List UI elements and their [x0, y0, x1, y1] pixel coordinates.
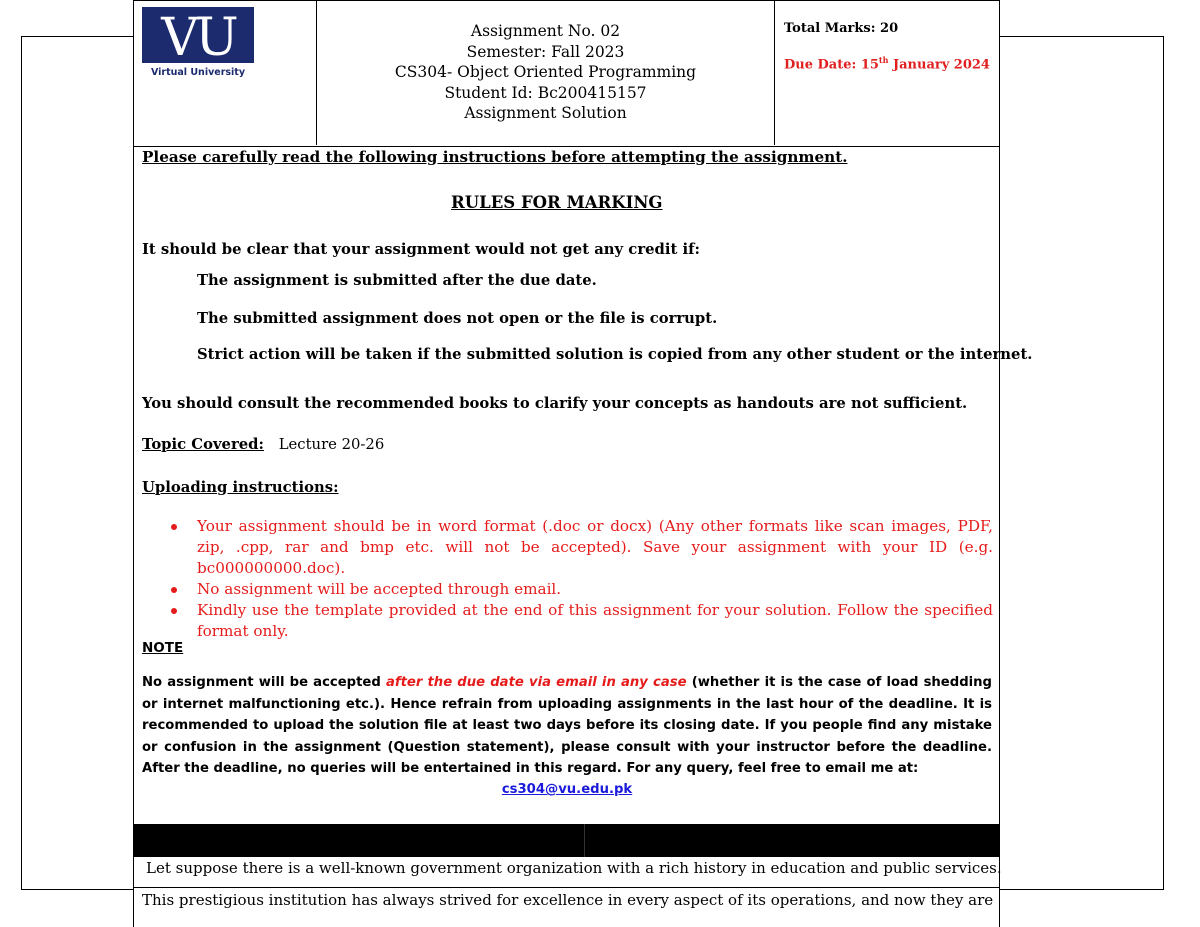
svg-text:VU: VU	[161, 8, 235, 68]
semester: Semester: Fall 2023	[466, 42, 625, 61]
total-marks: Total Marks: 20	[784, 21, 899, 36]
email-row	[134, 782, 1000, 797]
list-item: No assignment will be accepted through email.	[171, 579, 993, 600]
student-id: Student Id: Bc200415157	[444, 83, 647, 102]
note-title: NOTE	[142, 640, 184, 656]
note-paragraph: No assignment will be accepted after the due date via email in any case (whether it is the case of load shedding or internet malfunctioning etc.). Hence refrain from uploading assignments in the last hour of the deadline. It is recommended to upload the solution file at least two days before its closing date. If you people find any mistake or confusion in the assignment (Question statement), please consult with your instructor before the deadline. After the deadline, no queries will be entertained in this regard. For any query, feel free to email me at:	[142, 675, 992, 776]
assignment-number: Assignment No. 02	[470, 22, 621, 40]
document-page	[133, 0, 1033, 927]
list-item: Your assignment should be in word format (.doc or docx) (Any other formats like scan images, PDF, zip, .cpp, rar and bmp etc. will not be accepted). Save your assignment with your ID (e.g. bc000000000.doc).	[171, 516, 993, 579]
vu-logo	[142, 7, 254, 79]
rule-item: The assignment is submitted after the due date.	[197, 272, 597, 289]
list-item: Kindly use the template provided at the end of this assignment for your solution. Follow the specified format only.	[171, 600, 993, 642]
title-cell	[317, 1, 775, 145]
svg-text:Virtual University: Virtual University	[150, 67, 246, 78]
instructions-intro: Please carefully read the following instructions before attempting the assignment.	[142, 148, 848, 166]
topic-covered	[142, 436, 384, 453]
course-title: CS304- Object Oriented Programming	[394, 63, 697, 81]
rule-item: Strict action will be taken if the submitted solution is copied from any other student or the internet.	[197, 346, 1033, 363]
rules-title: RULES FOR MARKING	[451, 193, 663, 212]
topic-label: Topic Covered:	[142, 436, 264, 453]
scenario-line: Let suppose there is a well-known government organization with a rich history in education and public services.	[146, 859, 1002, 877]
upload-instructions-list	[171, 516, 993, 642]
section-divider-bar	[134, 824, 1000, 857]
consult-line: You should consult the recommended books to clarify your concepts as handouts are not sufficient.	[142, 395, 968, 412]
credit-line: It should be clear that your assignment would not get any credit if:	[142, 241, 700, 258]
uploading-title: Uploading instructions:	[142, 479, 339, 496]
logo-cell	[134, 1, 317, 145]
scenario-line: This prestigious institution has always strived for excellence in every aspect of its operations, and now they are	[142, 891, 994, 909]
email-link[interactable]: cs304@vu.edu.pk	[501, 782, 633, 797]
note-highlight: after the due date via email in any case	[385, 675, 687, 690]
marks-cell	[776, 1, 1000, 145]
assignment-solution: Assignment Solution	[464, 104, 627, 122]
due-date: Due Date: 15th January 2024	[784, 55, 990, 73]
rule-item: The submitted assignment does not open or the file is corrupt.	[197, 310, 718, 327]
topic-value: Lecture 20-26	[278, 436, 385, 453]
header-table	[134, 0, 1000, 147]
